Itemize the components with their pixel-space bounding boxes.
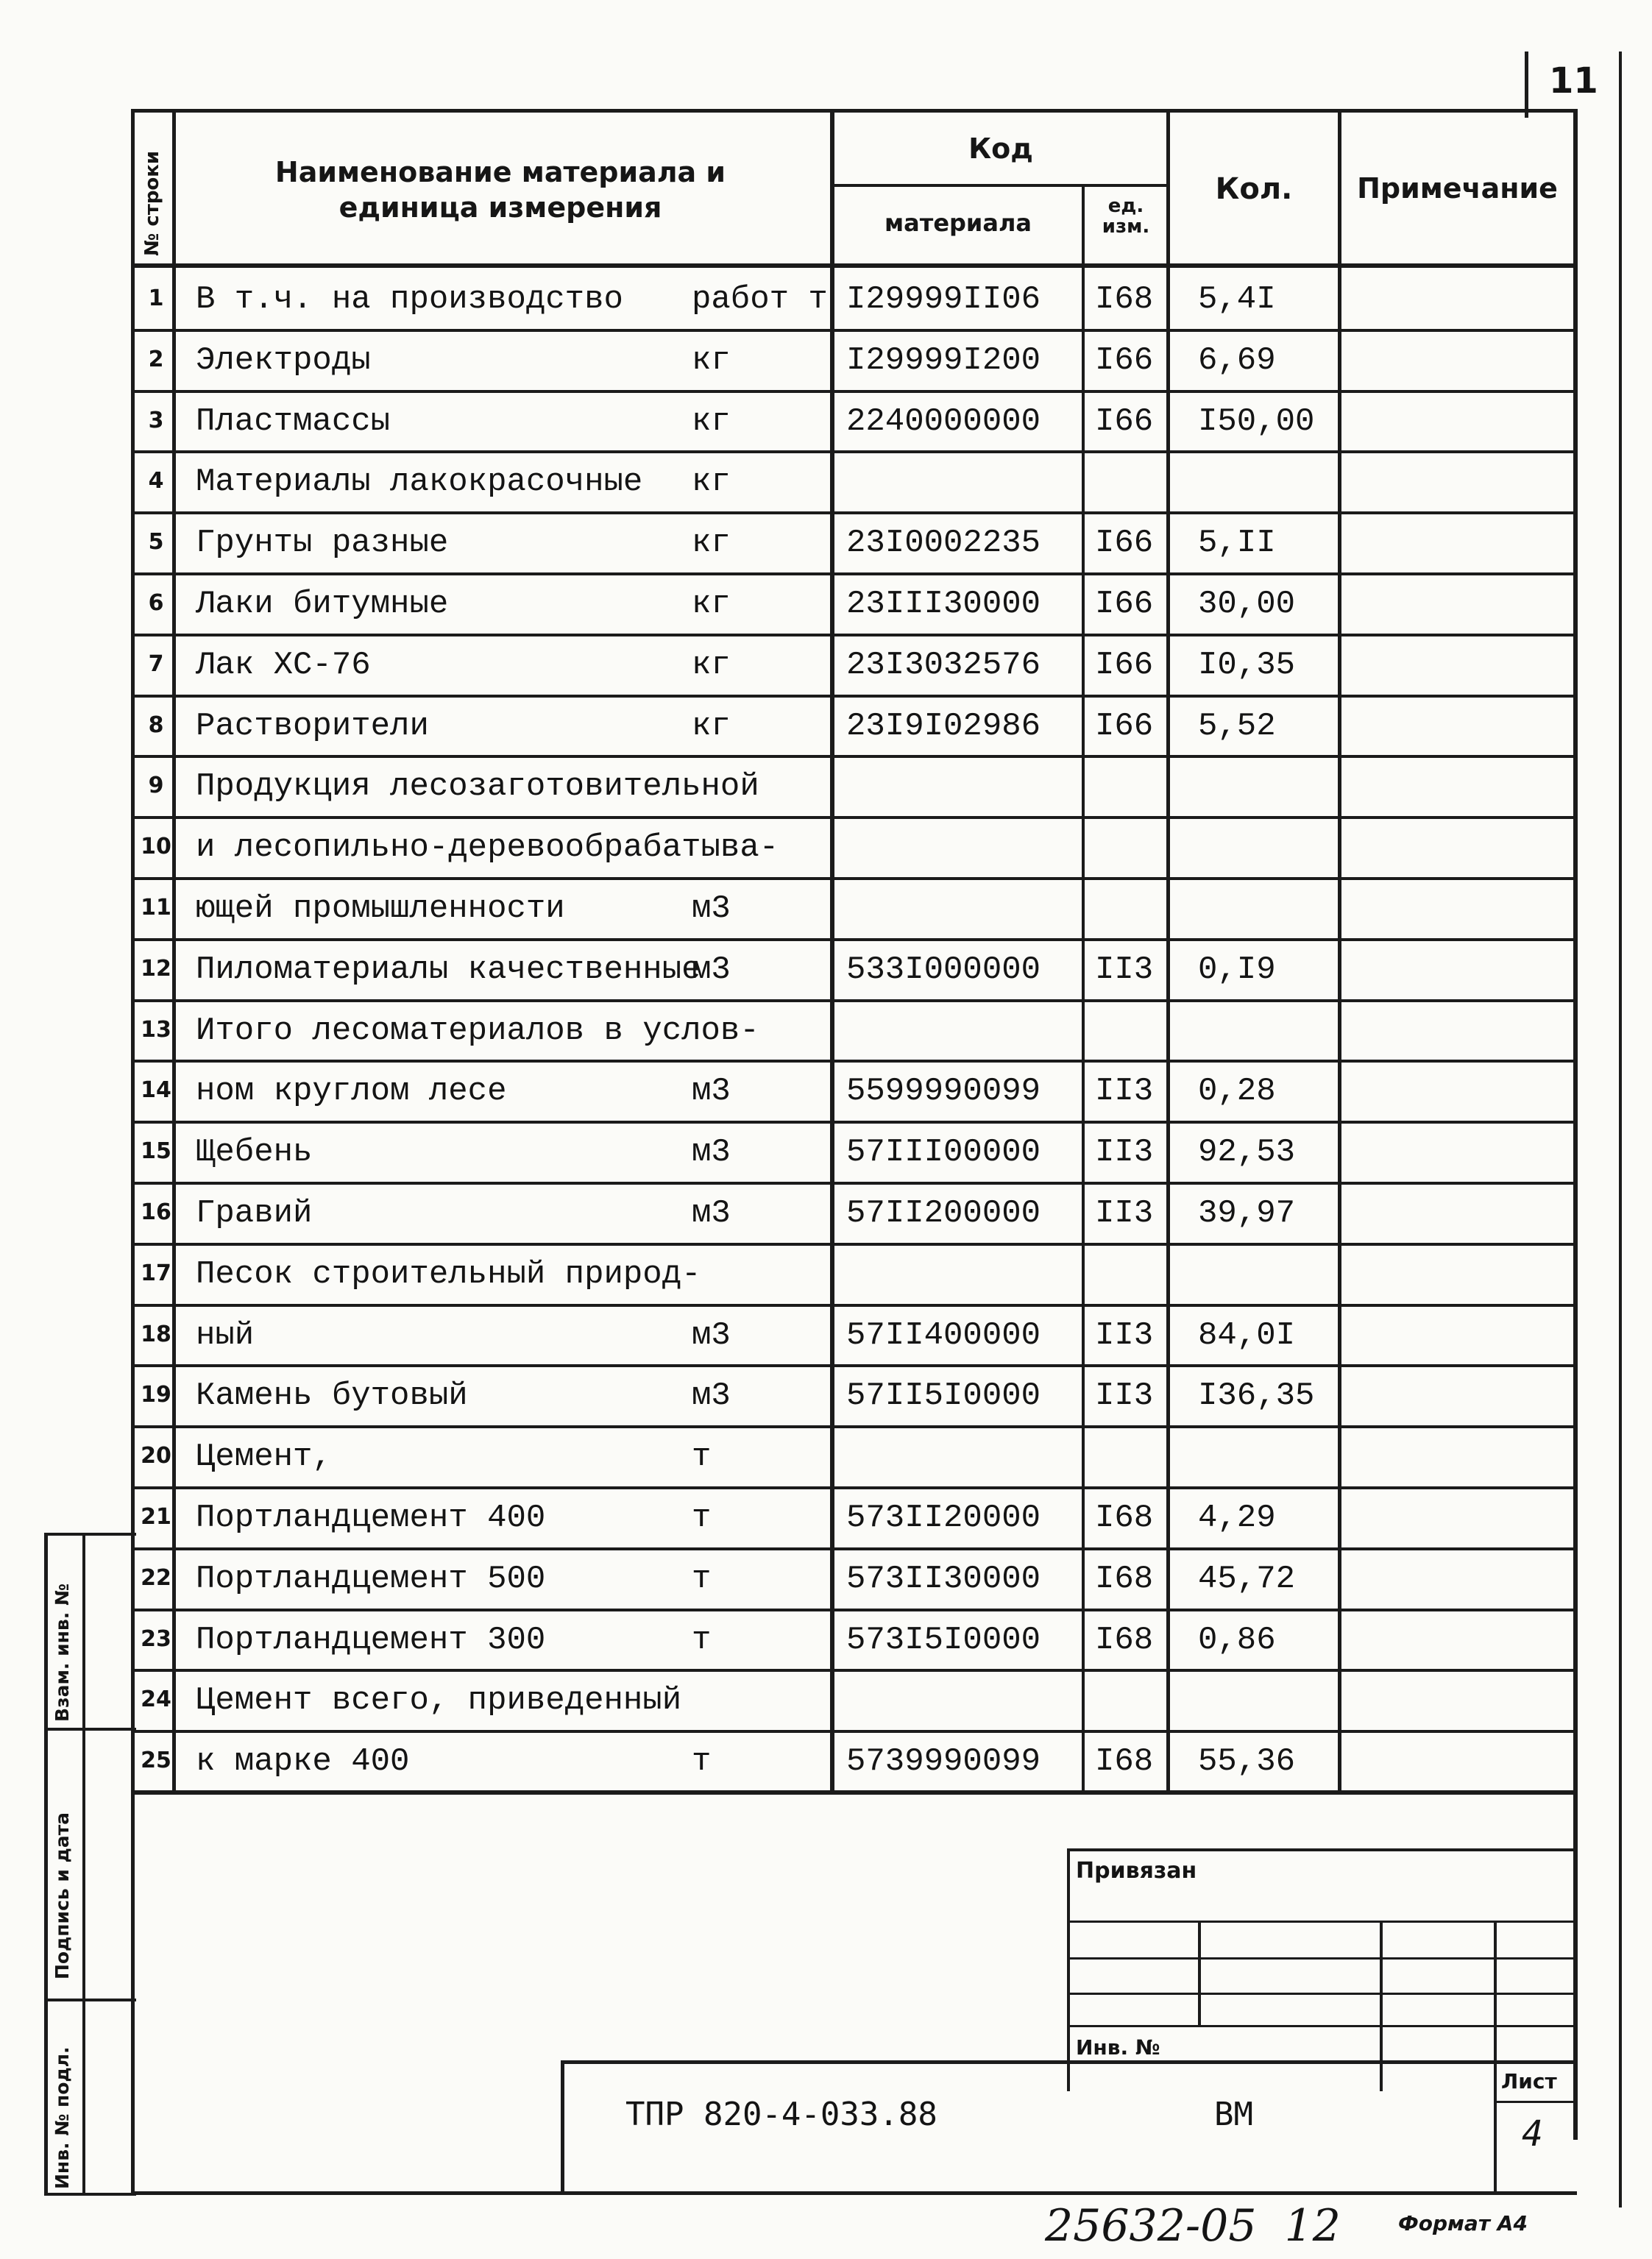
row-divider — [131, 1243, 1578, 1246]
row-divider — [131, 1304, 1578, 1307]
material-name: Материалы лакокрасочные — [196, 464, 643, 500]
row-number: 12 — [141, 956, 171, 982]
material-name: Лаки битумные — [196, 586, 449, 623]
material-name: Портландцемент 400 — [196, 1500, 546, 1536]
unit-of-measure: т — [692, 1500, 712, 1536]
unit-of-measure: т — [692, 1622, 712, 1659]
row-number: 4 — [148, 468, 164, 494]
row-number: 23 — [141, 1626, 171, 1652]
name-header-line2: единица измерения — [338, 191, 662, 224]
material-code: 5599990099 — [846, 1073, 1041, 1110]
unit-of-measure: т — [692, 1561, 712, 1597]
material-name: ном круглом лесе — [196, 1073, 507, 1110]
quantity: I50,00 — [1198, 403, 1315, 440]
row-number: 3 — [148, 408, 164, 433]
material-name: Продукция лесозаготовительной — [196, 768, 759, 805]
unit-code: I68 — [1095, 1622, 1154, 1659]
row-divider — [131, 877, 1578, 880]
material-code: 23I0002235 — [846, 525, 1041, 561]
material-name: Лак ХС-76 — [196, 647, 371, 684]
row-divider — [131, 1669, 1578, 1672]
material-code: 23I3032576 — [846, 647, 1041, 684]
format-label: Формат А4 — [1398, 2211, 1528, 2235]
unit-of-measure: кг — [692, 464, 731, 500]
row-divider — [131, 1730, 1578, 1733]
material-name: Портландцемент 500 — [196, 1561, 546, 1597]
material-code: 57III00000 — [846, 1134, 1041, 1171]
unit-code: I66 — [1095, 708, 1154, 745]
material-code: I29999I200 — [846, 342, 1041, 379]
handwritten-number: 25632-05 12 — [1045, 2200, 1341, 2252]
row-number: 16 — [141, 1199, 171, 1225]
quantity: I0,35 — [1198, 647, 1296, 684]
side-label-podpis: Подпись и дата — [52, 1812, 73, 1979]
sheet-mark: 11 — [1549, 60, 1598, 102]
row-number: 25 — [141, 1748, 171, 1773]
quantity: I36,35 — [1198, 1377, 1315, 1414]
material-code-header: материала — [885, 209, 1032, 237]
unit-code-header-line1: ед. — [1107, 195, 1144, 217]
material-name: Итого лесоматериалов в услов- — [196, 1013, 759, 1049]
unit-of-measure: м3 — [692, 1073, 731, 1110]
document-code: ТПР 820-4-033.88 — [625, 2096, 937, 2133]
material-name: Электроды — [196, 342, 371, 379]
row-number: 19 — [141, 1382, 171, 1408]
row-number: 20 — [141, 1443, 171, 1469]
row-number: 14 — [141, 1077, 171, 1103]
unit-of-measure: т — [692, 1439, 712, 1475]
side-label-vzam: Взам. инв. № — [52, 1584, 73, 1722]
row-divider — [131, 1060, 1578, 1063]
row-number: 11 — [141, 895, 171, 921]
privyazan-label: Привязан — [1076, 1858, 1197, 1884]
material-code: 573I5I0000 — [846, 1622, 1041, 1659]
quantity: 6,69 — [1198, 342, 1276, 379]
material-name: Цемент всего, приведенный — [196, 1682, 682, 1719]
material-name: Пластмассы — [196, 403, 391, 440]
row-number: 10 — [141, 834, 171, 859]
unit-code: I68 — [1095, 1500, 1154, 1536]
row-number: 5 — [148, 529, 164, 555]
unit-of-measure: кг — [692, 586, 731, 623]
unit-of-measure: м3 — [692, 1195, 731, 1232]
unit-code: I66 — [1095, 525, 1154, 561]
row-number: 1 — [148, 286, 164, 311]
unit-of-measure: кг — [692, 403, 731, 440]
unit-code: I68 — [1095, 1743, 1154, 1780]
material-name: Грунты разные — [196, 525, 449, 561]
quantity: 5,4I — [1198, 281, 1276, 318]
quantity: 39,97 — [1198, 1195, 1296, 1232]
side-label-inv-podl: Инв. № подл. — [52, 2046, 73, 2189]
material-name: Гравий — [196, 1195, 313, 1232]
unit-code: II3 — [1095, 1317, 1154, 1354]
row-number: 22 — [141, 1565, 171, 1591]
unit-of-measure: м3 — [692, 890, 731, 927]
material-name: к марке 400 — [196, 1743, 410, 1780]
material-code: I29999II06 — [846, 281, 1041, 318]
material-name: и лесопильно-деревообрабатыва- — [196, 829, 779, 866]
material-name: Портландцемент 300 — [196, 1622, 546, 1659]
quantity: 0,28 — [1198, 1073, 1276, 1110]
unit-of-measure: кг — [692, 342, 731, 379]
material-name: Растворители — [196, 708, 429, 745]
row-divider — [131, 938, 1578, 941]
material-code: 2240000000 — [846, 403, 1041, 440]
row-number: 17 — [141, 1260, 171, 1286]
row-divider — [131, 755, 1578, 758]
unit-code: I68 — [1095, 1561, 1154, 1597]
quantity: 55,36 — [1198, 1743, 1296, 1780]
unit-code: II3 — [1095, 1195, 1154, 1232]
unit-of-measure: кг — [692, 525, 731, 561]
row-number: 7 — [148, 651, 164, 677]
row-number: 18 — [141, 1322, 171, 1347]
unit-of-measure: работ т — [692, 281, 828, 318]
material-name: ющей промышленности — [196, 890, 565, 927]
row-number: 9 — [148, 773, 164, 798]
unit-code: II3 — [1095, 951, 1154, 988]
material-code: 533I000000 — [846, 951, 1041, 988]
quantity-header: Кол. — [1215, 172, 1293, 206]
row-divider — [131, 450, 1578, 453]
material-name: Щебень — [196, 1134, 313, 1171]
row-divider — [131, 1425, 1578, 1428]
material-code: 573II20000 — [846, 1500, 1041, 1536]
unit-of-measure: м3 — [692, 1377, 731, 1414]
unit-of-measure: м3 — [692, 1134, 731, 1171]
material-name: В т.ч. на производство — [196, 281, 623, 318]
row-number: 21 — [141, 1504, 171, 1530]
row-divider — [131, 1182, 1578, 1185]
quantity: 5,II — [1198, 525, 1276, 561]
material-name: ный — [196, 1317, 255, 1354]
unit-code: I66 — [1095, 342, 1154, 379]
quantity: 45,72 — [1198, 1561, 1296, 1597]
row-divider — [131, 1121, 1578, 1124]
material-name: Камень бутовый — [196, 1377, 468, 1414]
material-code: 23I9I02986 — [846, 708, 1041, 745]
row-divider — [131, 572, 1578, 575]
material-name: Пиломатериалы качественные — [196, 951, 701, 988]
unit-code: I68 — [1095, 281, 1154, 318]
row-divider — [131, 390, 1578, 393]
row-number: 15 — [141, 1138, 171, 1164]
quantity: 0,I9 — [1198, 951, 1276, 988]
row-number: 6 — [148, 590, 164, 616]
document-mark: ВМ — [1214, 2096, 1253, 2133]
unit-of-measure: кг — [692, 647, 731, 684]
material-code: 573II30000 — [846, 1561, 1041, 1597]
row-divider — [131, 329, 1578, 332]
quantity: 84,0I — [1198, 1317, 1296, 1354]
quantity: 0,86 — [1198, 1622, 1276, 1659]
row-number: 8 — [148, 712, 164, 738]
unit-code: II3 — [1095, 1377, 1154, 1414]
quantity: 5,52 — [1198, 708, 1276, 745]
unit-of-measure: т — [692, 1743, 712, 1780]
name-header-line1: Наименование материала и — [274, 156, 726, 188]
row-divider — [131, 1547, 1578, 1550]
list-label: Лист — [1501, 2069, 1557, 2093]
row-divider — [131, 695, 1578, 698]
inv-no-label: Инв. № — [1076, 2035, 1160, 2060]
material-code: 57II400000 — [846, 1317, 1041, 1354]
unit-code-header-line2: изм. — [1102, 216, 1150, 238]
unit-code: I66 — [1095, 586, 1154, 623]
unit-of-measure: м3 — [692, 1317, 731, 1354]
material-name: Цемент, — [196, 1439, 332, 1475]
unit-code: II3 — [1095, 1134, 1154, 1171]
unit-code: II3 — [1095, 1073, 1154, 1110]
row-divider — [131, 511, 1578, 514]
row-number-header: № строки — [141, 150, 163, 256]
list-number: 4 — [1522, 2113, 1543, 2155]
row-divider — [131, 999, 1578, 1002]
row-divider — [131, 1609, 1578, 1611]
row-number: 24 — [141, 1687, 171, 1712]
unit-of-measure: м3 — [692, 951, 731, 988]
material-code: 23III30000 — [846, 586, 1041, 623]
row-number: 13 — [141, 1017, 171, 1043]
code-header: Код — [968, 132, 1033, 165]
material-name: Песок строительный природ- — [196, 1256, 701, 1293]
row-number: 2 — [148, 347, 164, 372]
unit-code: I66 — [1095, 647, 1154, 684]
row-divider — [131, 634, 1578, 636]
unit-code: I66 — [1095, 403, 1154, 440]
row-divider — [131, 1364, 1578, 1367]
quantity: 30,00 — [1198, 586, 1296, 623]
quantity: 92,53 — [1198, 1134, 1296, 1171]
note-header: Примечание — [1357, 172, 1558, 205]
unit-of-measure: кг — [692, 708, 731, 745]
row-divider — [131, 1486, 1578, 1489]
row-divider — [131, 816, 1578, 819]
quantity: 4,29 — [1198, 1500, 1276, 1536]
material-code: 57II5I0000 — [846, 1377, 1041, 1414]
material-code: 57II200000 — [846, 1195, 1041, 1232]
material-code: 5739990099 — [846, 1743, 1041, 1780]
